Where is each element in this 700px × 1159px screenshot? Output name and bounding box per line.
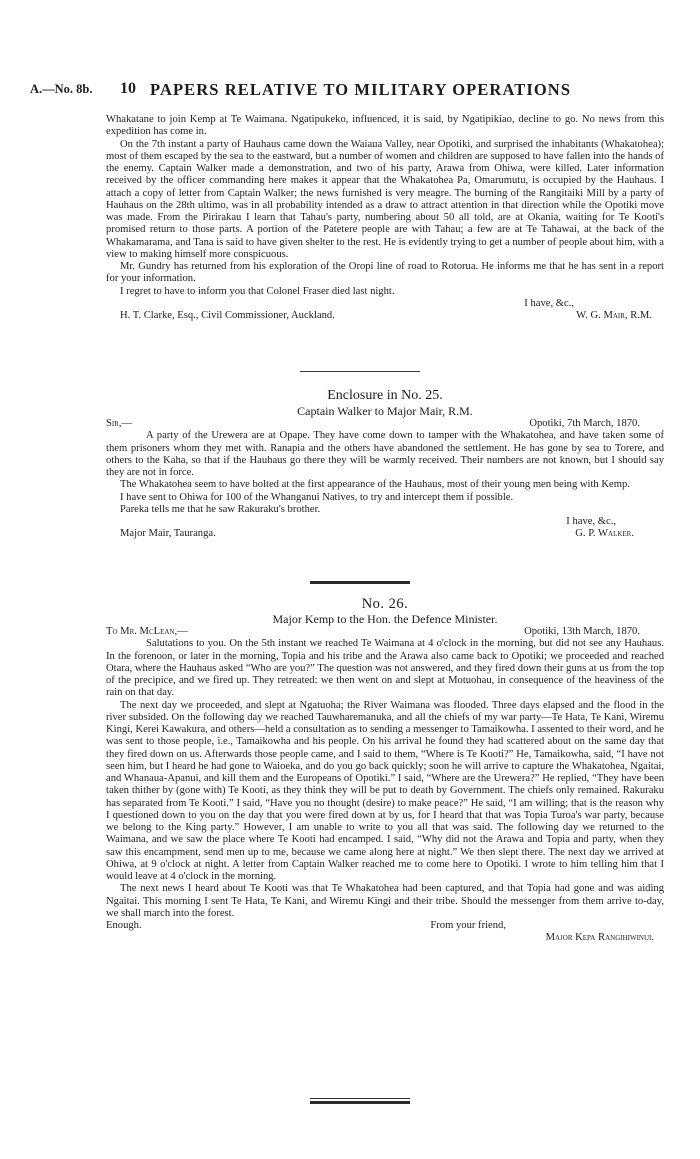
paragraph: Whakatane to join Kemp at Te Waimana. Ngatipukeko, influenced, it is said, by Ngatipikiao, decline to go. No news from this expedition has come in.	[106, 114, 664, 138]
section-divider	[310, 581, 410, 584]
letter-closing: I have, &c.,	[524, 297, 574, 309]
paragraph: The Whakatohea seem to have bolted at the first appearance of the Hauhaus, most of their young men being with Kemp.	[120, 479, 630, 491]
salutation: To Mr. McLean,—	[106, 626, 188, 637]
signature: G. P. Walker.	[575, 528, 634, 540]
paragraph: A party of the Urewera are at Opape. They have come down to tamper with the Whakatohea, and have taken some of them prisoners whom they met with. Ranapia and the others have abandoned the settlement. He has gone by sea to Torere, and others to the Kaha, so that if the Hauhaus go there they will be warmly received. Their numbers are not known, but I should say they are not in force.	[106, 430, 664, 478]
closing-row	[106, 920, 664, 932]
enough-text: Enough.	[106, 920, 142, 931]
enclosure-letter	[106, 388, 664, 541]
enclosure-subtitle: Captain Walker to Major Mair, R.M.	[297, 404, 473, 418]
letter-closing: From your friend,	[430, 920, 506, 931]
salutation: Sir,—	[106, 418, 133, 429]
paragraph: Salutations to you. On the 5th instant we reached Te Waimana at 4 o'clock in the morning, but did not see any Hauhaus. In the forenoon, or later in the morning, Topia and his tribe and the Arawa also came back to Opotiki; we proceeded and reached Otara, where the Hauhaus asked “Who are you?” The question was not answered, and they fired down their guns at us from the top of the precipice, and we fired up. They retreated: we then went on and slept at Motuohau, in consequence of the heaviness of the rain on that day.	[106, 638, 664, 699]
page-number: 10	[120, 80, 136, 97]
signature: Major Kepa Rangihiwinui.	[545, 932, 654, 944]
letter-no-26	[106, 596, 664, 945]
page-reference: A.—No. 8b.	[30, 82, 93, 96]
section-divider	[300, 371, 420, 372]
signature: W. G. Mair, R.M.	[576, 310, 652, 321]
place-date: Opotiki, 13th March, 1870.	[524, 626, 640, 637]
document-number-title: No. 26.	[361, 596, 409, 612]
addressee: Major Mair, Tauranga.	[120, 528, 216, 540]
running-title: PAPERS RELATIVE TO MILITARY OPERATIONS	[150, 80, 572, 99]
end-rule	[310, 1098, 410, 1099]
paragraph: The next news I heard about Te Kooti was that Te Whakatohea had been captured, and that Topia had gone and was aiding Ngaitai. This morning I sent Te Hata, Te Kani, and Wiremu Kingi and their tribe. Should the messenger from them arrive to-day, we shall march into the forest.	[106, 883, 664, 919]
paragraph: I regret to have to inform you that Colonel Fraser died last night.	[120, 285, 395, 297]
paragraph: The next day we proceeded, and slept at Ngatuoha; the River Waimana was flooded. Three days elapsed and the flood in the river subsided. On the following day we reached Tauwharemanuka, and all the chiefs of my war party—Te Hata, Te Kani, Wiremu Kingi, Kerei Kawakura, and others—held a consultation as to sending a messenger to Tamaikowha. I assented to their word, and he was sent to those people, i.e., Tamaikowha and his people. On his arrival he found they had scattered about on the same day that they fired down on us. Afterwards those people came, and I said to them, “Where is Te Kooti?” He, Tamaikowha, said, “I have not seen him, but I heard he had gone to Waioeka, and do you go back quickly; soon he will arrive to capture the Whakatohea, Ngaitai, and Whanaua-Apanui, and kill them and the Europeans of Opotiki.” I said, “Where are the Urewera?” He replied, “They have been taken thither by (gone with) Te Kooti, as they think they will be put to death by Government. The chiefs only remained. Rakuraku has separated from Te Kooti.” I said, “Have you no thought (desire) to make peace?” He said, “I am willing; that is the reason why I questioned down to you on the day that you were fired down at by us, for I heard that that was Topia Turoa's war party, because we belong to the King party.” However, I am unable to write to you all that was said. The following day we returned to the Waimana, and we saw the place where Te Kooti had encamped. I said, “Why did not the Arawa and Topia and party, when they saw this encampment, send men up to me, because we came along here at night.” We then slept there. The next day we arrived at Ohiwa, at 9 o'clock at night. A letter from Captain Walker reached me to come here to Opotiki. I wrote to him telling him that I would leave at 4 o'clock in the morning.	[106, 699, 664, 882]
paragraph: On the 7th instant a party of Hauhaus came down the Waiaua Valley, near Opotiki, and surprised the inhabitants (Whakatohea); most of them escaped by the sea to the eastward, but a number of women and children are supposed to have fallen into the hands of the enemy. Captain Walker made a demonstration, and two of his party, Arawa from Ohiwa, were killed. Later information received by the officer commanding here makes it appear that the Whakatohea Pa, Omarumutu, is occupied by the Hauhaus. I attach a copy of letter from Captain Walker; the news furnished is very meagre. The burning of the Rangitaiki Mill by a party of Hauhaus on the 28th ultimo, was in all probability intended as a draw to attract attention in that direction while the Opotiki move was made. From the Pirirakau I learn that Tahau's party, numbering about 50 all told, are at Okania, waiting for Te Kooti's promised return to those parts. A portion of the Patetere people are with Tahau; a few are at Te Tahawai, at the back of the Whakamarama, and Tana is said to have given shelter to the rest. He is evidently trying to get a number of people about him, with a view to making himself more conspicuous.	[106, 138, 664, 260]
salutation-row	[106, 418, 664, 430]
page-header	[30, 80, 670, 102]
paragraph: Mr. Gundry has returned from his exploration of the Oropi line of road to Rotorua. He informs me that he has sent in a report for your information.	[106, 261, 664, 285]
end-rule	[310, 1101, 410, 1104]
addressee-signature-row	[106, 310, 664, 322]
paragraph: Pareka tells me that he saw Rakuraku's brother.	[120, 503, 321, 515]
salutation-row	[106, 626, 664, 638]
place-date: Opotiki, 7th March, 1870.	[529, 418, 640, 429]
enclosure-title: Enclosure in No. 25.	[327, 388, 443, 403]
document-subtitle: Major Kemp to the Hon. the Defence Minister.	[272, 612, 498, 626]
addressee-signature-row	[106, 528, 664, 540]
addressee: H. T. Clarke, Esq., Civil Commissioner, Auckland.	[120, 310, 335, 321]
letter-closing: I have, &c.,	[566, 516, 616, 527]
continuation-letter	[106, 114, 664, 322]
paragraph: I have sent to Ohiwa for 100 of the Whanganui Natives, to try and intercept them if possible.	[120, 491, 514, 503]
